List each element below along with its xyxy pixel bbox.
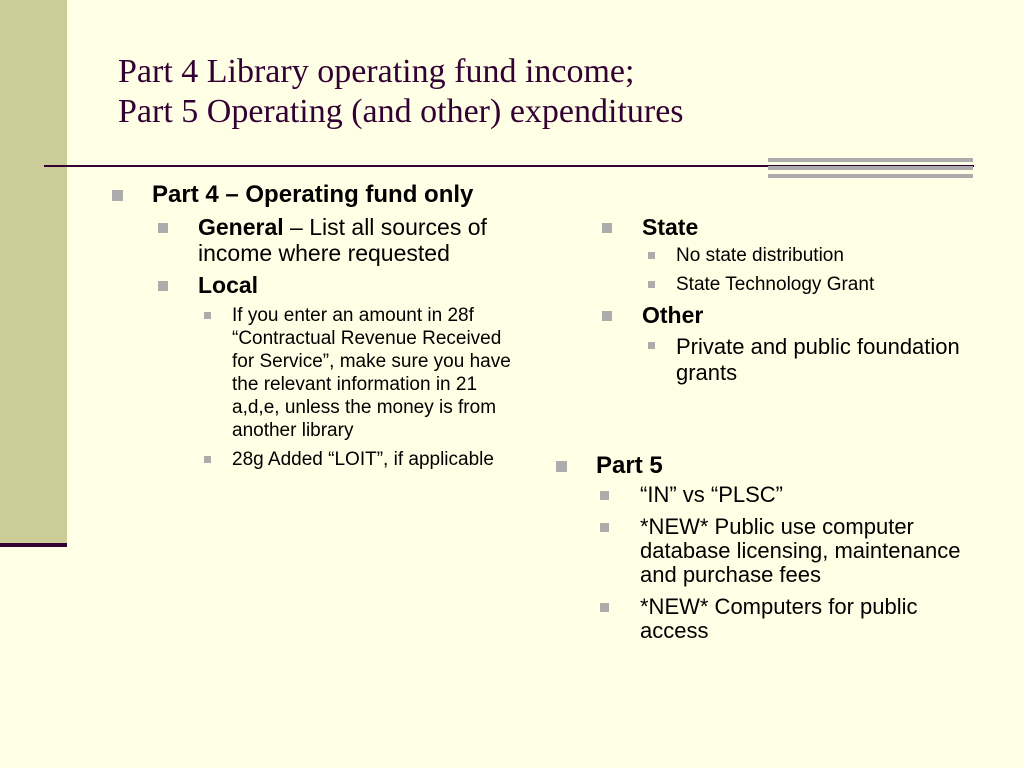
- local-bullet: [158, 272, 522, 298]
- general-bullet: [158, 214, 522, 266]
- state-label: State: [642, 214, 699, 240]
- square-bullet-icon: [602, 223, 612, 233]
- side-rule: [0, 543, 67, 547]
- part5-item: [600, 483, 971, 507]
- square-bullet-icon: [648, 281, 655, 288]
- square-bullet-icon: [600, 491, 609, 500]
- square-bullet-icon: [600, 603, 609, 612]
- decor-bar: [768, 166, 973, 170]
- part5-item: [600, 595, 971, 643]
- square-bullet-icon: [158, 223, 168, 233]
- part5-item-text: *NEW* Computers for public access: [640, 594, 918, 643]
- side-band: [0, 0, 67, 546]
- title-line-1: Part 4 Library operating fund income;: [118, 53, 635, 90]
- local-item-text: 28g Added “LOIT”, if applicable: [232, 449, 494, 470]
- part4-heading: Part 4 – Operating fund only: [152, 181, 474, 208]
- square-bullet-icon: [112, 190, 123, 201]
- general-label: General: [198, 214, 284, 240]
- local-item-text: If you enter an amount in 28f “Contractual Revenue Received for Service”, make sure you have the relevant information in 21 a,d,e, unless the money is from another library: [232, 305, 511, 441]
- other-label: Other: [642, 302, 704, 328]
- local-label: Local: [198, 272, 259, 298]
- square-bullet-icon: [602, 311, 612, 321]
- title-line-2: Part 5 Operating (and other) expenditures: [118, 93, 684, 130]
- part5-item-text: *NEW* Public use computer database licensing, maintenance and purchase fees: [640, 514, 961, 587]
- state-item-text: No state distribution: [676, 245, 844, 266]
- state-item: [648, 244, 971, 267]
- square-bullet-icon: [600, 523, 609, 532]
- right-column: [556, 214, 971, 643]
- other-item-text: Private and public foundation grants: [676, 334, 960, 385]
- square-bullet-icon: [204, 456, 211, 463]
- square-bullet-icon: [648, 342, 655, 349]
- left-column: [112, 181, 522, 471]
- decor-bar: [768, 174, 973, 178]
- square-bullet-icon: [648, 252, 655, 259]
- other-item: [648, 334, 971, 386]
- decor-bar: [768, 158, 973, 162]
- square-bullet-icon: [556, 461, 567, 472]
- part4-bullet: [112, 181, 522, 208]
- slide-title: [118, 52, 998, 132]
- state-item: [648, 273, 971, 296]
- square-bullet-icon: [158, 281, 168, 291]
- other-bullet: [602, 302, 971, 328]
- local-item: [204, 448, 522, 471]
- state-bullet: [602, 214, 971, 240]
- square-bullet-icon: [204, 312, 211, 319]
- part5-heading: Part 5: [596, 452, 663, 479]
- general-text: – List all sources of income where requested: [198, 214, 487, 266]
- part5-item-text: “IN” vs “PLSC”: [640, 482, 783, 507]
- part5-bullet: [556, 452, 971, 479]
- state-item-text: State Technology Grant: [676, 274, 875, 295]
- local-item: [204, 304, 522, 442]
- part5-item: [600, 515, 971, 587]
